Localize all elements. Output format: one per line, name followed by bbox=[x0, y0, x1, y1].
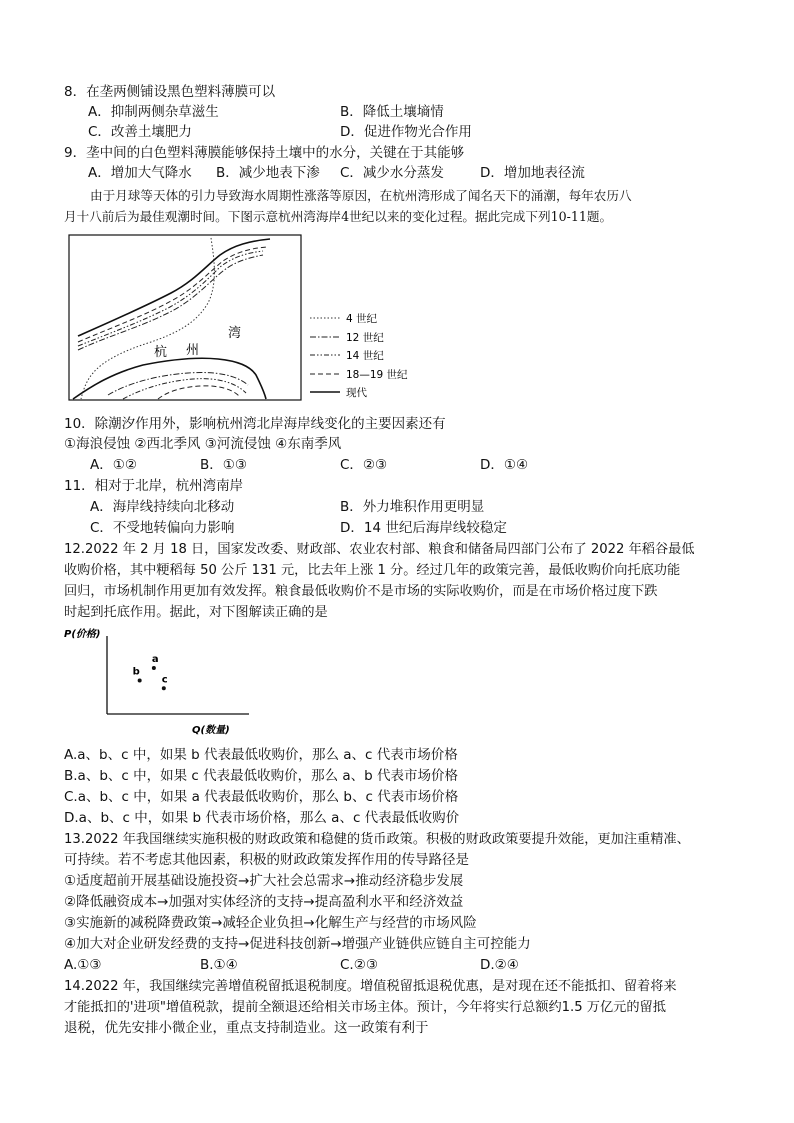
q12-option-a: A.a、b、c 中，如果 b 代表最低收购价，那么 a、c 代表市场价格 bbox=[64, 747, 458, 763]
q13-option-d: D.②④ bbox=[480, 957, 519, 973]
map-frame bbox=[69, 235, 301, 400]
q8-option-a: A．抑制两侧杂草滋生 bbox=[88, 104, 219, 120]
point-label-c: c bbox=[161, 674, 168, 686]
q12-option-d: D.a、b、c 中，如果 b 代表市场价格，那么 a、c 代表最低收购价 bbox=[64, 810, 460, 826]
q13-item-2: ②降低融资成本→加强对实体经济的支持→提高盈利水平和经济效益 bbox=[64, 894, 464, 910]
q12-line-2: 收购价格，其中粳稻每 50 公斤 131 元，比去年上涨 1 分。经过几年的政策完善，最低收购价向托底功能 bbox=[64, 563, 681, 578]
q13-item-4: ④加大对企业研发经费的支持→促进科技创新→增强产业链供应链自主可控能力 bbox=[64, 936, 531, 952]
q14-line-1: 14.2022 年，我国继续完善增值税留抵退税制度。增值税留抵退税优惠，是对现在还不能抵扣、留着将来 bbox=[64, 979, 677, 994]
coast-modern-south bbox=[73, 358, 266, 399]
map-label-bay: 湾 bbox=[228, 326, 242, 341]
q12-line-3: 回归，市场机制作用更加有效发挥。粮食最低收购价不是市场的实际收购价，而是在市场价格过度下跌 bbox=[64, 584, 658, 599]
legend-18-19th: 18—19 世纪 bbox=[346, 369, 408, 381]
q8-option-c: C．改善土壤肥力 bbox=[88, 124, 192, 140]
q10-stem: 10．除潮汐作用外，影响杭州湾北岸海岸线变化的主要因素还有 bbox=[64, 416, 446, 432]
q8-option-b: B．降低土壤墒情 bbox=[340, 104, 444, 120]
q9-option-d: D．增加地表径流 bbox=[480, 165, 585, 181]
q11-option-d: D．14 世纪后海岸线较稳定 bbox=[340, 520, 507, 536]
legend-12th: 12 世纪 bbox=[346, 332, 384, 344]
q9-option-b: B．减少地表下渗 bbox=[216, 165, 320, 181]
q13-line-2: 可持续。若不考虑其他因素，积极的财政政策发挥作用的传导路径是 bbox=[64, 852, 469, 868]
q14-line-3: 退税，优先安排小微企业，重点支持制造业。这一政策有利于 bbox=[64, 1020, 429, 1036]
q13-item-1: ①适度超前开展基础设施投资→扩大社会总需求→推动经济稳步发展 bbox=[64, 873, 464, 889]
q11-option-a: A．海岸线持续向北移动 bbox=[90, 499, 235, 515]
x-axis-label: Q(数量) bbox=[192, 725, 230, 736]
legend-4th: 4 世纪 bbox=[346, 313, 378, 325]
y-axis-label: P(价格) bbox=[64, 629, 101, 640]
q10-option-d: D．①④ bbox=[480, 457, 529, 473]
q10-option-c: C．②③ bbox=[340, 457, 388, 473]
q12-line-1: 12.2022 年 2 月 18 日，国家发改委、财政部、农业农村部、粮食和储备局四部门公布了 2022 年稻谷最低 bbox=[64, 542, 695, 557]
point-label-b: b bbox=[132, 666, 140, 678]
point-c bbox=[162, 686, 166, 690]
coast-south-12th bbox=[108, 373, 248, 396]
q9-option-c: C．减少水分蒸发 bbox=[340, 165, 444, 181]
q11-option-b: B．外力堆积作用更明显 bbox=[340, 499, 485, 515]
map-label-hang: 杭 bbox=[154, 345, 168, 360]
price-quantity-chart bbox=[64, 624, 264, 739]
q12-line-4: 时起到托底作用。据此，对下图解读正确的是 bbox=[64, 605, 328, 620]
q12-option-c: C.a、b、c 中，如果 a 代表最低收购价，那么 b、c 代表市场价格 bbox=[64, 789, 459, 805]
intro-line-1: 由于月球等天体的引力导致海水周期性涨落等原因，在杭州湾形成了闻名天下的涌潮，每年农历八 bbox=[90, 188, 632, 203]
q13-option-a: A.①③ bbox=[64, 957, 102, 973]
point-a bbox=[152, 666, 156, 670]
q13-option-b: B.①④ bbox=[200, 957, 238, 973]
q8-stem: 8．在垄两侧铺设黑色塑料薄膜可以 bbox=[64, 84, 276, 100]
point-b bbox=[138, 678, 142, 682]
q11-option-c: C．不受地转偏向力影响 bbox=[90, 520, 235, 536]
q10-option-b: B．①③ bbox=[200, 457, 247, 473]
coast-south-18-19th bbox=[158, 386, 240, 399]
intro-line-2: 月十八前后为最佳观潮时间。下图示意杭州湾海岸4世纪以来的变化过程。据此完成下列10-11题。 bbox=[64, 209, 613, 224]
legend-14th: 14 世纪 bbox=[346, 350, 384, 362]
map-label-zhou: 州 bbox=[186, 343, 200, 358]
hangzhou-bay-map bbox=[68, 233, 428, 403]
q9-stem: 9．垄中间的白色塑料薄膜能够保持土壤中的水分，关键在于其能够 bbox=[64, 145, 465, 161]
q14-line-2: 才能抵扣的'进项"增值税款，提前全额退还给相关市场主体。预计，今年将实行总额约1.5 万亿元的留抵 bbox=[64, 1000, 666, 1015]
q12-option-b: B.a、b、c 中，如果 c 代表最低收购价，那么 a、b 代表市场价格 bbox=[64, 768, 459, 784]
q8-option-d: D．促进作物光合作用 bbox=[340, 124, 472, 140]
q13-line-1: 13.2022 年我国继续实施积极的财政政策和稳健的货币政策。积极的财政政策要提升效能，更加注重精准、 bbox=[64, 832, 690, 847]
q13-option-c: C.②③ bbox=[340, 957, 378, 973]
legend-modern: 现代 bbox=[346, 387, 367, 399]
q11-stem: 11．相对于北岸，杭州湾南岸 bbox=[64, 478, 244, 494]
point-label-a: a bbox=[151, 653, 159, 665]
q13-item-3: ③实施新的减税降费政策→减轻企业负担→化解生产与经营的市场风险 bbox=[64, 915, 477, 931]
q9-option-a: A．增加大气降水 bbox=[88, 165, 192, 181]
coast-4th-century bbox=[81, 238, 214, 399]
map-legend bbox=[310, 312, 408, 399]
q10-option-a: A．①② bbox=[90, 457, 137, 473]
coast-modern-north bbox=[78, 239, 270, 336]
q10-items: ①海浪侵蚀 ②西北季风 ③河流侵蚀 ④东南季风 bbox=[64, 436, 342, 452]
